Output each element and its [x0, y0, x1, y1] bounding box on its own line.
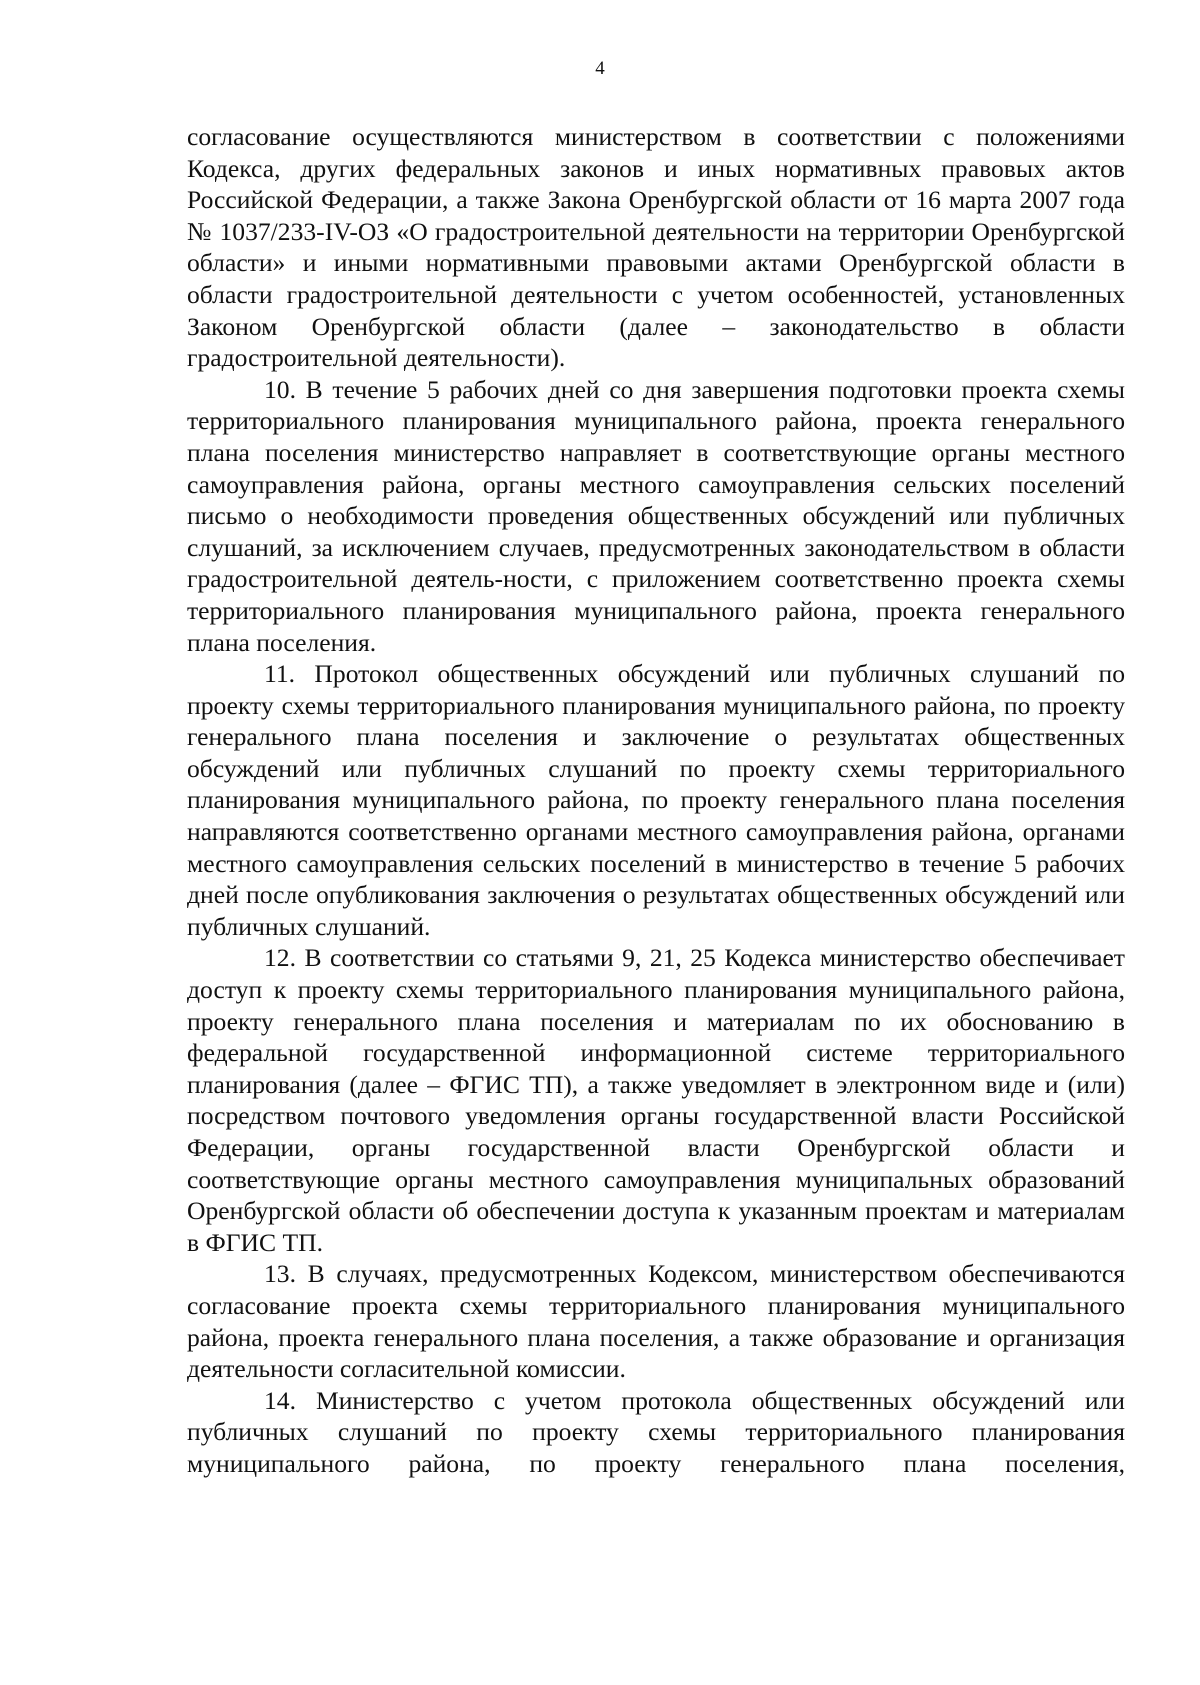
paragraph-item-11: 11. Протокол общественных обсуждений или публичных слушаний по проекту схемы территориального планирования муниципального района, по проекту генерального плана поселения и заключение о результатах общественных обсуждений или публичных слушаний по проекту схемы территориального планирования муниципального района, по проекту генерального плана поселения направляются соответственно органами местного самоуправления района, органами местного самоуправления сельских поселений в министерство в течение 5 рабочих дней после опубликования заключения о результатах общественных обсуждений или публичных слушаний. [187, 659, 1125, 941]
paragraph-continuation: согласование осуществляются министерством в соответствии с положениями Кодекса, других федеральных законов и иных нормативных правовых актов Российской Федерации, а также Закона Оренбургской области от 16 марта 2007 года № 1037/233-IV-ОЗ «О градостроительной деятельности на территории Оренбургской области» и иными нормативными правовыми актами Оренбургской области в области градостроительной деятельности с учетом особенностей, установленных Законом Оренбургской области (далее – законодательство в области градостроительной деятельности). [187, 122, 1125, 373]
document-body [187, 121, 1125, 1480]
page-number: 4 [595, 58, 605, 79]
paragraph-item-10: 10. В течение 5 рабочих дней со дня завершения подготовки проекта схемы территориального планирования муниципального района, проекта генерального плана поселения министерство направляет в соответствующие органы местного самоуправления района, органы местного самоуправления сельских поселений письмо о необходимости проведения общественных обсуждений или публичных слушаний, за исключением случаев, предусмотренных законодательством в области градостроительной деятель-ности, с приложением соответственно проекта схемы территориального планирования муниципального района, проекта генерального плана поселения. [187, 374, 1125, 657]
paragraph-item-12: 12. В соответствии со статьями 9, 21, 25 Кодекса министерство обеспечивает доступ к проекту схемы территориального планирования муниципального района, проекту генерального плана поселения и материалам по их обоснованию в федеральной государственной информационной системе территориального планирования (далее – ФГИС ТП), а также уведомляет в электронном виде и (или) посредством почтового уведомления органы государственной власти Российской Федерации, органы государственной власти Оренбургской области и соответствующие органы местного самоуправления муниципальных образований Оренбургской области об обеспечении доступа к указанным проектам и материалам в ФГИС ТП. [187, 943, 1125, 1257]
paragraph-item-13: 13. В случаях, предусмотренных Кодексом, министерством обеспечиваются согласование проекта схемы территориального планирования муниципального района, проекта генерального плана поселения, а также образование и организация деятельности согласительной комиссии. [187, 1259, 1125, 1384]
paragraph-item-14: 14. Министерство с учетом протокола общественных обсуждений или публичных слушаний по проекту схемы территориального планирования муниципального района, по проекту генерального плана поселения, [187, 1385, 1125, 1478]
